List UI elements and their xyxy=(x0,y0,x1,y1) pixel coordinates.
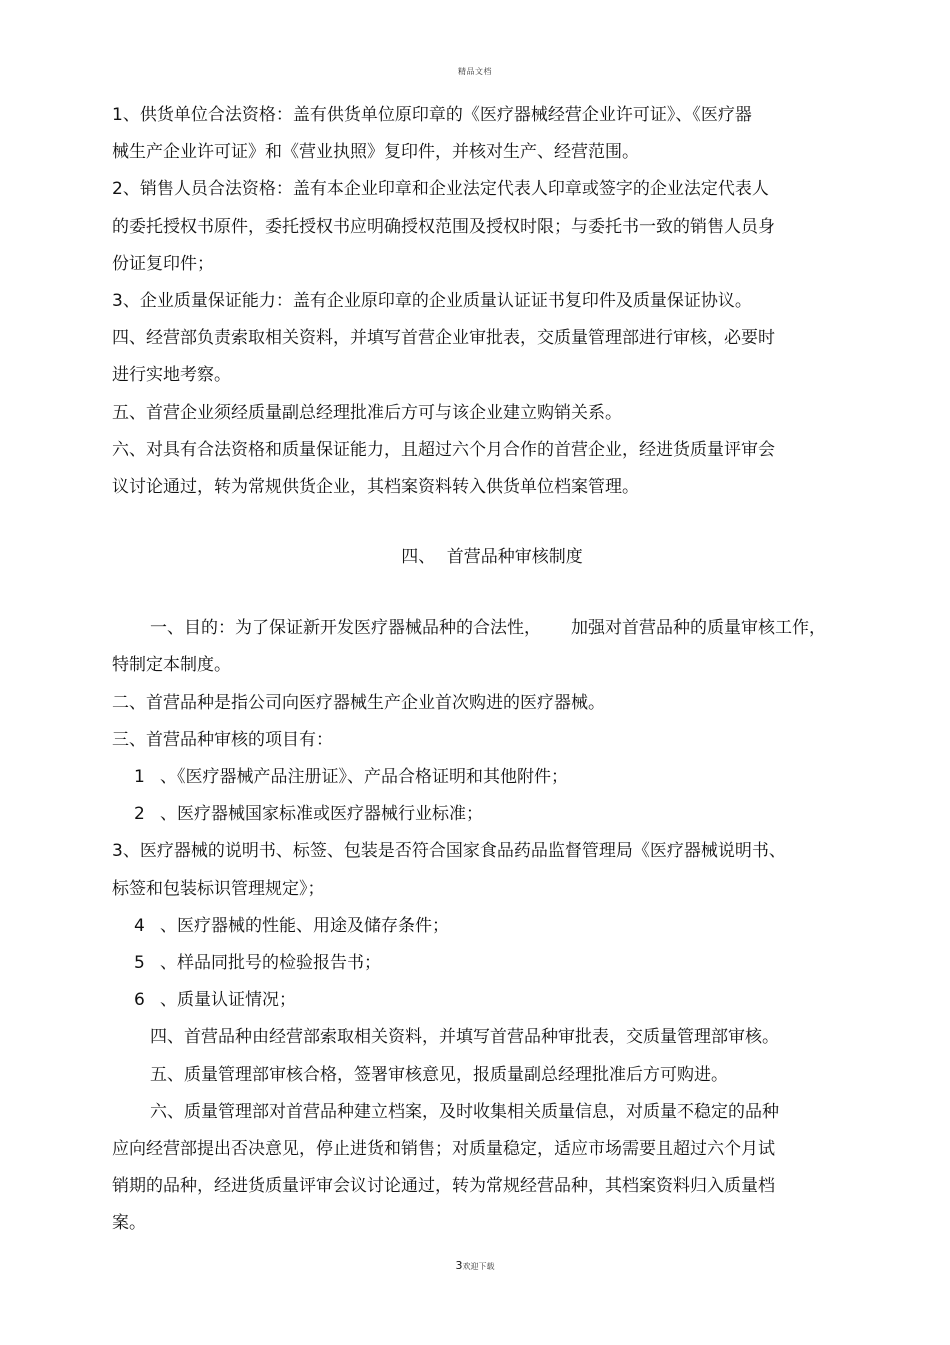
text-line: 销期的品种，经进货质量评审会议讨论通过，转为常规经营品种，其档案资料归入质量档 xyxy=(112,1176,775,1197)
text-line: 3、医疗器械的说明书、标签、包装是否符合国家食品药品监督管理局《医疗器械说明书、 xyxy=(112,841,786,862)
list-item-number: 6 xyxy=(134,990,145,1011)
text-line: 二、首营品种是指公司向医疗器械生产企业首次购进的医疗器械。 xyxy=(112,692,605,713)
list-item xyxy=(112,796,840,833)
text-line: 特制定本制度。 xyxy=(112,655,231,676)
list-item xyxy=(112,908,840,945)
list-item-text: 、质量认证情况； xyxy=(160,990,296,1011)
section-heading: 四、 首营品种审核制度 xyxy=(401,547,583,568)
page-footer xyxy=(0,1259,950,1272)
list-item-number: 4 xyxy=(134,915,145,936)
list-item-text: 、医疗器械的性能、用途及储存条件； xyxy=(160,915,449,936)
text-line: 2、销售人员合法资格：盖有本企业印章和企业法定代表人印章或签字的企业法定代表人 xyxy=(112,179,769,200)
text-line: 五、质量管理部审核合格，签署审核意见，报质量副总经理批准后方可购进。 xyxy=(150,1064,728,1085)
text-line: 三、首营品种审核的项目有： xyxy=(112,729,333,750)
text-line: 份证复印件； xyxy=(112,253,214,274)
list-item-text: 、样品同批号的检验报告书； xyxy=(160,952,381,973)
text-line: 六、对具有合法资格和质量保证能力，且超过六个月合作的首营企业，经进货质量评审会 xyxy=(112,439,775,460)
text-line: 应向经营部提出否决意见，停止进货和销售；对质量稳定，适应市场需要且超过六个月试 xyxy=(112,1138,775,1159)
footer-label: 欢迎下载 xyxy=(462,1262,495,1271)
purpose-line xyxy=(112,610,840,647)
text-line: 四、经营部负责索取相关资料，并填写首营企业审批表，交质量管理部进行审核，必要时 xyxy=(112,328,775,349)
list-item xyxy=(112,945,840,982)
list-item xyxy=(112,982,840,1019)
list-item-number: 1 xyxy=(134,767,145,787)
text-line: 1、供货单位合法资格：盖有供货单位原印章的《医疗器械经营企业许可证》、《医疗器 xyxy=(112,105,752,125)
purpose-text-a: 一、目的：为了保证新开发医疗器械品种的合法性， xyxy=(150,618,541,639)
purpose-text-b: 加强对首营品种的质量审核工作， xyxy=(571,618,826,639)
text-line: 议讨论通过，转为常规供货企业，其档案资料转入供货单位档案管理。 xyxy=(112,476,639,497)
text-line: 案。 xyxy=(112,1213,146,1234)
text-line: 械生产企业许可证》和《营业执照》复印件，并核对生产、经营范围。 xyxy=(112,142,639,163)
page-number: 3 xyxy=(455,1259,463,1272)
text-line: 3、企业质量保证能力：盖有企业原印章的企业质量认证证书复印件及质量保证协议。 xyxy=(112,290,752,311)
text-line: 标签和包装标识管理规定》； xyxy=(112,878,325,899)
list-item xyxy=(112,759,840,796)
text-line: 四、首营品种由经营部索取相关资料，并填写首营品种审批表，交质量管理部审核。 xyxy=(150,1027,779,1048)
text-line: 五、首营企业须经质量副总经理批准后方可与该企业建立购销关系。 xyxy=(112,402,622,423)
list-item-text: 、医疗器械国家标准或医疗器械行业标准； xyxy=(160,804,483,825)
list-item-text: 、《医疗器械产品注册证》、产品合格证明和其他附件； xyxy=(160,767,568,787)
text-line: 六、质量管理部对首营品种建立档案，及时收集相关质量信息，对质量不稳定的品种 xyxy=(150,1101,779,1122)
list-item-number: 2 xyxy=(134,804,145,825)
text-line: 进行实地考察。 xyxy=(112,365,231,386)
text-line: 的委托授权书原件，委托授权书应明确授权范围及授权时限；与委托书一致的销售人员身 xyxy=(112,216,775,237)
page-header: 精品文档 xyxy=(458,67,492,76)
document-body xyxy=(112,97,840,1242)
list-item-number: 5 xyxy=(134,952,145,973)
